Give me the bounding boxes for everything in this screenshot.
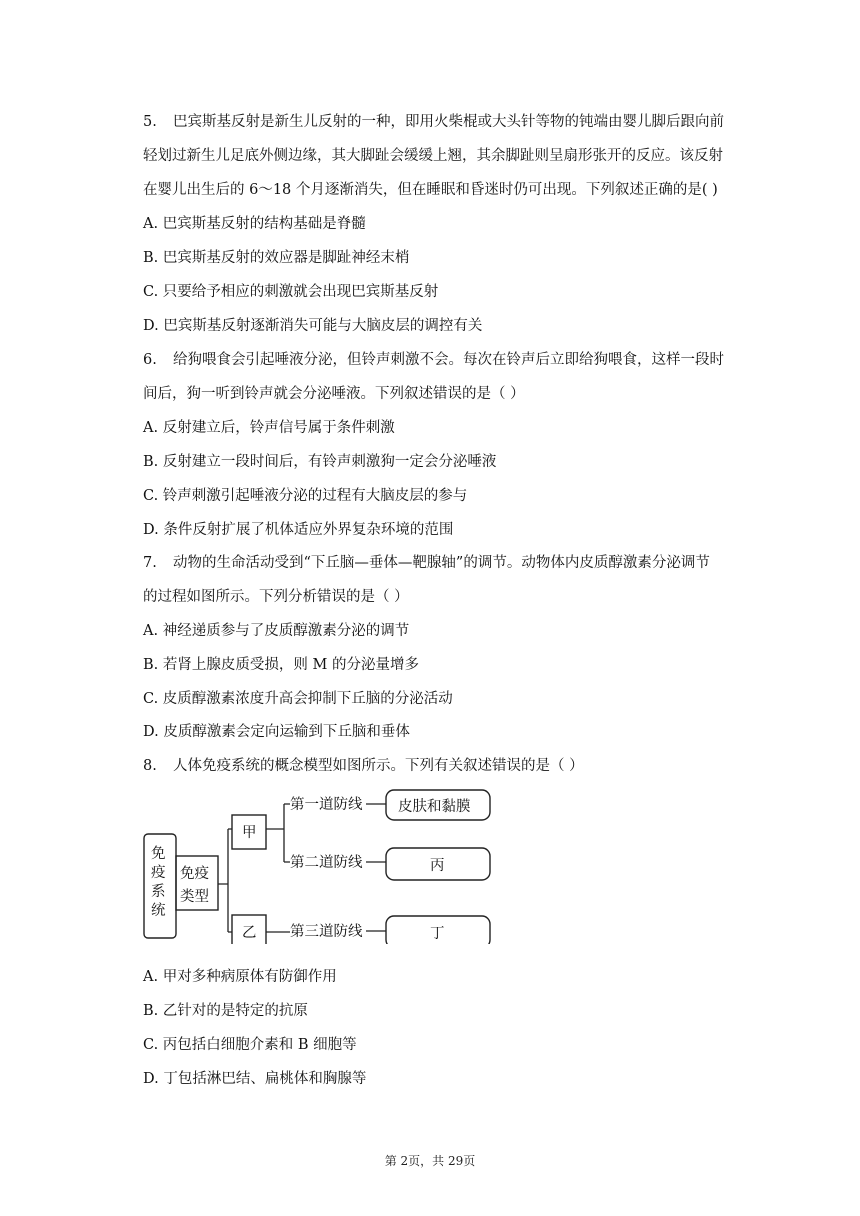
q7-stem-line-1: 7. 动物的生命活动受到“下丘脑—垂体—靶腺轴”的调节。动物体内皮质醇激素分泌调节 <box>143 555 710 571</box>
second-defense-line-label: 第二道防线 <box>290 855 363 871</box>
page-footer: 第 2页，共 29页 <box>384 1154 476 1168</box>
q5-number: 5. <box>143 114 157 130</box>
q5-option-c: C. 只要给予相应的刺激就会出现巴宾斯基反射 <box>143 284 439 300</box>
q5-stem-line-3: 在婴儿出生后的 6～18 个月逐渐消失，但在睡眠和昏迷时仍可出现。下列叙述正确的是( ) <box>143 182 718 198</box>
immune-type-label-1: 免疫 <box>180 866 209 882</box>
q7-stem-line-2: 的过程如图所示。下列分析错误的是（ ） <box>143 589 409 605</box>
system-char-2: 疫 <box>151 865 166 881</box>
q6-number: 6. <box>143 352 157 368</box>
q6-stem-line-2: 间后，狗一听到铃声就会分泌唾液。下列叙述错误的是（ ） <box>143 386 525 402</box>
q6-option-b: B. 反射建立一段时间后，有铃声刺激狗一定会分泌唾液 <box>143 454 497 470</box>
q6-option-d: D. 条件反射扩展了机体适应外界复杂环境的范围 <box>143 522 454 538</box>
q7-number: 7. <box>143 555 157 571</box>
q7-option-b: B. 若肾上腺皮质受损，则 M 的分泌量增多 <box>143 657 419 673</box>
q5-option-d: D. 巴宾斯基反射逐渐消失可能与大脑皮层的调控有关 <box>143 318 483 334</box>
q8-option-a: A. 甲对多种病原体有防御作用 <box>143 969 337 985</box>
system-char-1: 免 <box>151 846 166 862</box>
type-connector <box>218 829 232 932</box>
q8-option-c: C. 丙包括白细胞介素和 B 细胞等 <box>143 1037 357 1053</box>
q7-option-d: D. 皮质醇激素会定向运输到下丘脑和垂体 <box>143 724 410 740</box>
jia-label: 甲 <box>242 825 257 841</box>
system-char-3: 系 <box>151 884 166 900</box>
q5-option-a: A. 巴宾斯基反射的结构基础是脊髓 <box>143 216 366 232</box>
jia-connector <box>266 804 290 862</box>
bing-label: 丙 <box>430 858 445 874</box>
first-defense-line-label: 第一道防线 <box>290 797 363 813</box>
ding-label: 丁 <box>430 926 445 942</box>
q8-number: 8. <box>143 758 157 774</box>
skin-mucosa-label: 皮肤和黏膜 <box>398 799 471 815</box>
q6-stem-line-1: 6. 给狗喂食会引起唾液分泌，但铃声刺激不会。每次在铃声后立即给狗喂食，这样一段时 <box>143 352 724 368</box>
q7-option-c: C. 皮质醇激素浓度升高会抑制下丘脑的分泌活动 <box>143 691 453 707</box>
q6-option-c: C. 铃声刺激引起唾液分泌的过程有大脑皮层的参与 <box>143 488 468 504</box>
q6-option-a: A. 反射建立后，铃声信号属于条件刺激 <box>143 420 395 436</box>
q8-option-d: D. 丁包括淋巴结、扁桃体和胸腺等 <box>143 1071 367 1087</box>
q5-stem-line-2: 轻划过新生儿足底外侧边缘，其大脚趾会缓缓上翘，其余脚趾则呈扇形张开的反应。该反射 <box>143 148 723 164</box>
third-defense-line-label: 第三道防线 <box>290 924 363 940</box>
q8-option-b: B. 乙针对的是特定的抗原 <box>143 1003 308 1019</box>
q5-option-b: B. 巴宾斯基反射的效应器是脚趾神经末梢 <box>143 250 410 266</box>
q8-stem-line-1: 8. 人体免疫系统的概念模型如图所示。下列有关叙述错误的是（ ） <box>143 758 584 774</box>
immune-type-label-2: 类型 <box>180 889 209 905</box>
yi-label: 乙 <box>242 925 257 941</box>
system-char-4: 统 <box>151 903 166 919</box>
q5-stem-line-1: 5. 巴宾斯基反射是新生儿反射的一种，即用火柴棍或大头针等物的钝端由婴儿脚后跟向前 <box>143 114 724 130</box>
defense-line-connectors <box>366 804 386 931</box>
q7-option-a: A. 神经递质参与了皮质醇激素分泌的调节 <box>143 623 410 639</box>
immune-system-diagram <box>140 784 500 944</box>
